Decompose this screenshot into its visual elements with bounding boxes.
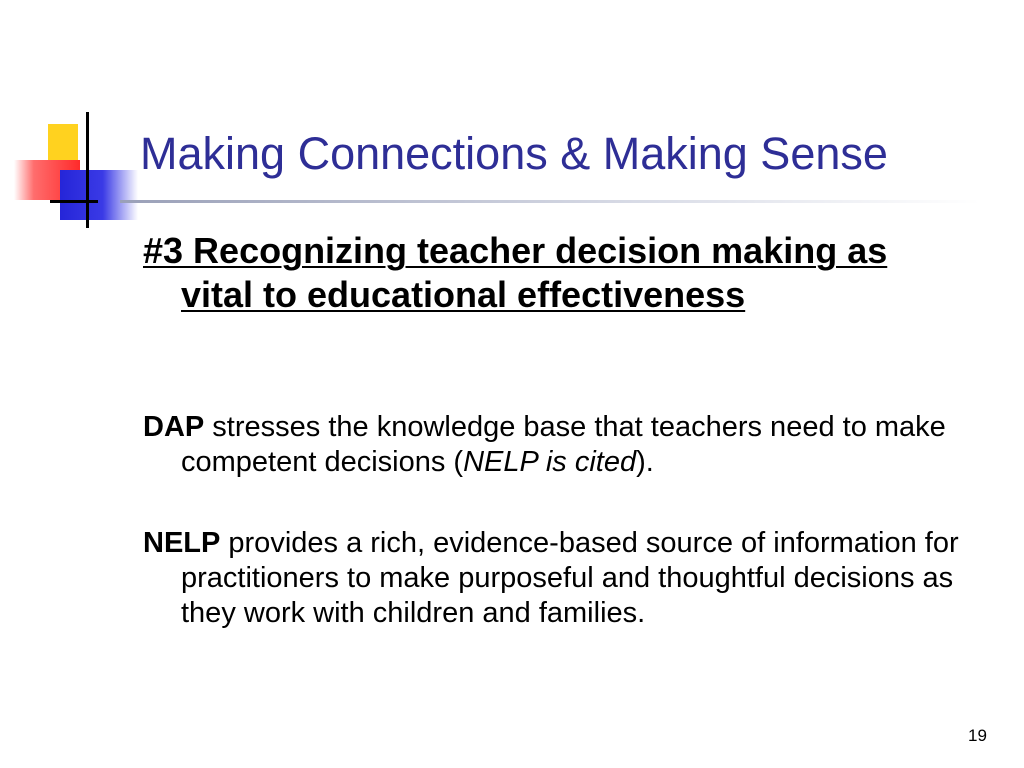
- paragraph-dap: [143, 410, 1011, 480]
- logo-blue-square: [60, 170, 138, 220]
- paragraph-dap-text: stresses the knowledge base that teachers need to make competent decisions (: [181, 411, 946, 478]
- slide-logo-decoration: [0, 0, 160, 240]
- title-underline-rule: [120, 200, 980, 203]
- slide-title: Making Connections & Making Sense: [140, 128, 888, 179]
- paragraph-dap-end: ).: [636, 446, 654, 478]
- logo-horizontal-line: [50, 200, 98, 203]
- paragraph-dap-lead: DAP: [143, 411, 205, 443]
- paragraph-dap-italic: NELP is cited: [463, 446, 637, 478]
- paragraph-nelp: [143, 526, 1011, 631]
- section-heading-text: #3 Recognizing teacher decision making as vital to educational effectiveness: [143, 230, 888, 315]
- paragraph-nelp-text: provides a rich, evidence-based source of information for practitioners to make purposeful and thoughtful decisions as they work with children and families.: [181, 527, 959, 629]
- page-number: 19: [968, 726, 987, 745]
- logo-yellow-square: [48, 124, 78, 164]
- section-heading: [143, 229, 901, 317]
- paragraph-nelp-lead: NELP: [143, 527, 221, 559]
- logo-vertical-line: [86, 112, 89, 228]
